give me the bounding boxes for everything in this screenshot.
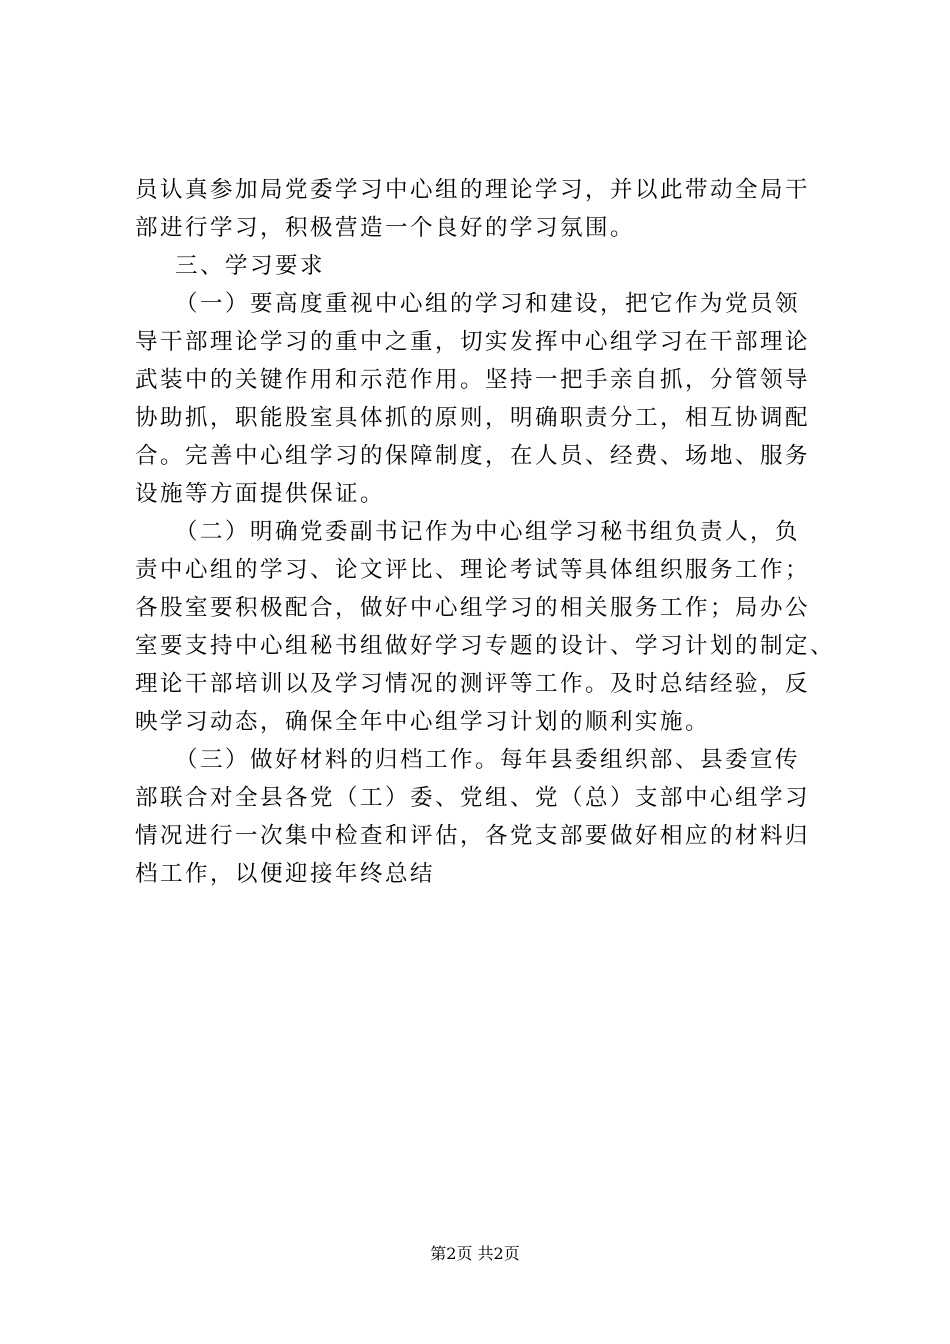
body-line: 各股室要积极配合，做好中心组学习的相关服务工作；局办公 [135,595,811,621]
section-heading: 三、学习要求 [175,253,326,279]
body-line: 导干部理论学习的重中之重，切实发挥中心组学习在干部理论 [135,329,811,355]
body-line: 情况进行一次集中检查和评估，各党支部要做好相应的材料归 [135,823,811,849]
body-line: 档工作，以便迎接年终总结 [135,861,436,887]
body-line: 映学习动态，确保全年中心组学习计划的顺利实施。 [135,709,711,735]
body-line: （三）做好材料的归档工作。每年县委组织部、县委宣传 [175,747,801,773]
body-line: 协助抓，职能股室具体抓的原则，明确职责分工，相互协调配 [135,405,811,431]
document-body [135,171,835,893]
body-line: 理论干部培训以及学习情况的测评等工作。及时总结经验，反 [135,671,811,697]
body-line: （一）要高度重视中心组的学习和建设，把它作为党员领 [175,291,801,317]
body-line: 部联合对全县各党（工）委、党组、党（总）支部中心组学习 [135,785,811,811]
page-number-footer: 第2页 共2页 [430,1244,520,1263]
body-line: （二）明确党委副书记作为中心组学习秘书组负责人，负 [175,519,801,545]
body-line: 武装中的关键作用和示范作用。坚持一把手亲自抓，分管领导 [135,367,811,393]
body-line: 合。完善中心组学习的保障制度，在人员、经费、场地、服务 [135,443,811,469]
body-line: 室要支持中心组秘书组做好学习专题的设计、学习计划的制定、 [135,633,836,659]
body-line: 责中心组的学习、论文评比、理论考试等具体组织服务工作； [135,557,811,583]
body-line: 设施等方面提供保证。 [135,481,386,507]
body-line: 员认真参加局党委学习中心组的理论学习，并以此带动全局干 [135,177,811,203]
body-line: 部进行学习，积极营造一个良好的学习氛围。 [135,215,636,241]
